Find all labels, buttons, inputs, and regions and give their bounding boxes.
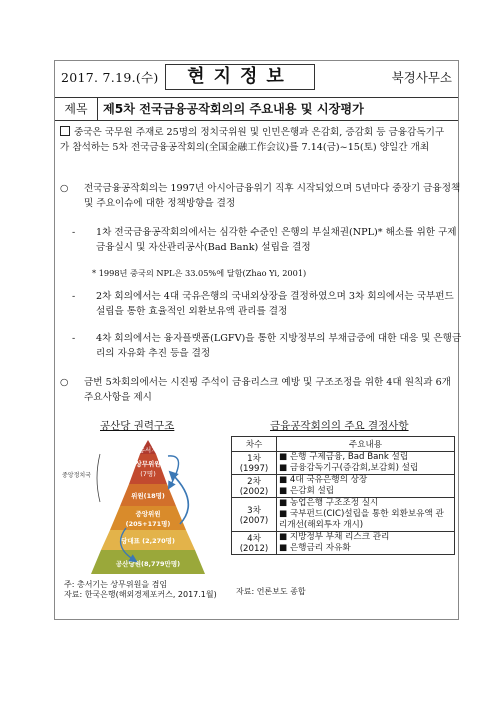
table-cell-content: ■ 4대 국유은행의 상장 ■ 은감회 설립 [277,475,455,498]
square-bullet-icon [60,126,70,136]
paragraph-4: - 2차 회의에서는 4대 국유은행의 국내외상장을 결정하였으며 3차 회의에서는 국부펀드 설립을 통한 효율적인 외환보유액 관리를 결정 [72,291,454,317]
paragraph-5: - 4차 회의에서는 융자플랫폼(LGFV)을 통한 지방정부의 부채급증에 대한 대응 및 은행금리의 자유화 추진 등을 결정 [72,333,462,359]
pyramid-title: 공산당 권력구조 [100,420,175,432]
table-row [232,498,455,532]
table-row [232,532,455,555]
pyramid-side-label: 중앙정치국 [62,472,91,479]
pyramid-label-1-count: (7명) [140,470,156,478]
table-cell-round: 4차(2012) [232,532,277,555]
pyramid-label-4: 당대표 (2,270명) [121,537,175,545]
table-cell-content: ■ 지방정부 부채 리스크 관리 ■ 은행금리 자유화 [277,532,455,555]
table-title: 금융공작회의의 주요 결정사항 [270,420,409,432]
table-source: 자료: 언론보도 종합 [236,587,306,596]
table-cell-content: ■ 농업은행 구조조정 실시 ■ 국부펀드(CIC)설립을 통한 외환보유액 관리개선(해외투자 개시) [277,498,455,532]
pyramid-notes [64,580,217,600]
bracket-icon [97,454,100,502]
subject-text: 제5차 전국금융공작회의의 주요내용 및 시장평가 [103,102,364,116]
decisions-table [231,436,455,555]
party-pyramid [60,432,230,580]
pyramid-label-1: 상무위원 [135,460,161,468]
pyramid-label-0: 총서기 [138,446,158,454]
pyramid-label-2: 위원(18명) [131,492,165,500]
table-cell-round: 1차(1997) [232,452,277,475]
footnote: * 1998년 중국의 NPL은 33.05%에 달함(Zhao Yi, 2001) [92,268,307,278]
subject-label: 제목 [55,98,98,120]
paragraph-6: ○ 금번 5차회의에서는 시진핑 주석이 금융리스크 예방 및 구조조정을 위한 4대 원칙과 6개 주요사항을 제시 [60,377,451,403]
table-header-row [232,437,455,452]
header-title: 현지정보 [165,64,315,90]
table-header-content: 주요내용 [277,437,455,452]
table-header-round: 차수 [232,437,277,452]
circle-bullet-icon: ○ [60,377,69,388]
table-cell-round: 2차(2002) [232,475,277,498]
paragraph-2: - 1차 전국금융공작회의에서는 심각한 수준인 은행의 부실채권(NPL)* 해소를 위한 구제금융실시 및 자산관리공사(Bad Bank) 설립을 결정 [72,227,457,253]
table-row [232,452,455,475]
paragraph-main: 중국은 국무원 주재로 25명의 정치국위원 및 인민은행과 은감회, 증감회 등 금융감독기구가 참석하는 5차 전국금융공작회의(全国金融工作会议)를 7.14(금)~15(토) 양일간 개최 [60,127,445,153]
pyramid-label-3-count: (205+171명) [125,520,171,528]
pyramid-note: 주: 총서기는 상무위원을 겸임 [64,580,168,589]
dash-bullet-icon: - [72,333,76,344]
dash-bullet-icon: - [72,227,76,238]
subject-bar [55,97,458,121]
paragraph-1: ○ 전국금융공작회의는 1997년 아시아금융위기 직후 시작되었으며 5년마다 중장기 금융정책 및 주요이슈에 대한 정책방향을 결정 [60,183,461,209]
arrow-curve-icon [168,456,179,486]
header-office: 북경사무소 [391,70,452,85]
pyramid-label-3: 중앙위원 [135,510,161,518]
table-row [232,475,455,498]
header [55,64,458,90]
pyramid-level-standing [129,454,167,484]
dash-bullet-icon: - [72,291,76,302]
circle-bullet-icon: ○ [60,183,69,194]
header-date: 2017. 7.19.(수) [61,70,159,85]
pyramid-label-5: 공산당원(8,779만명) [115,560,181,568]
table-cell-round: 3차(2007) [232,498,277,532]
table-cell-content: ■ 은행 구제금융, Bad Bank 설립 ■ 금융감독기구(증감회,보감회) 설립 [277,452,455,475]
pyramid-source: 자료: 한국은행(해외경제포커스, 2017.1월) [64,590,217,599]
